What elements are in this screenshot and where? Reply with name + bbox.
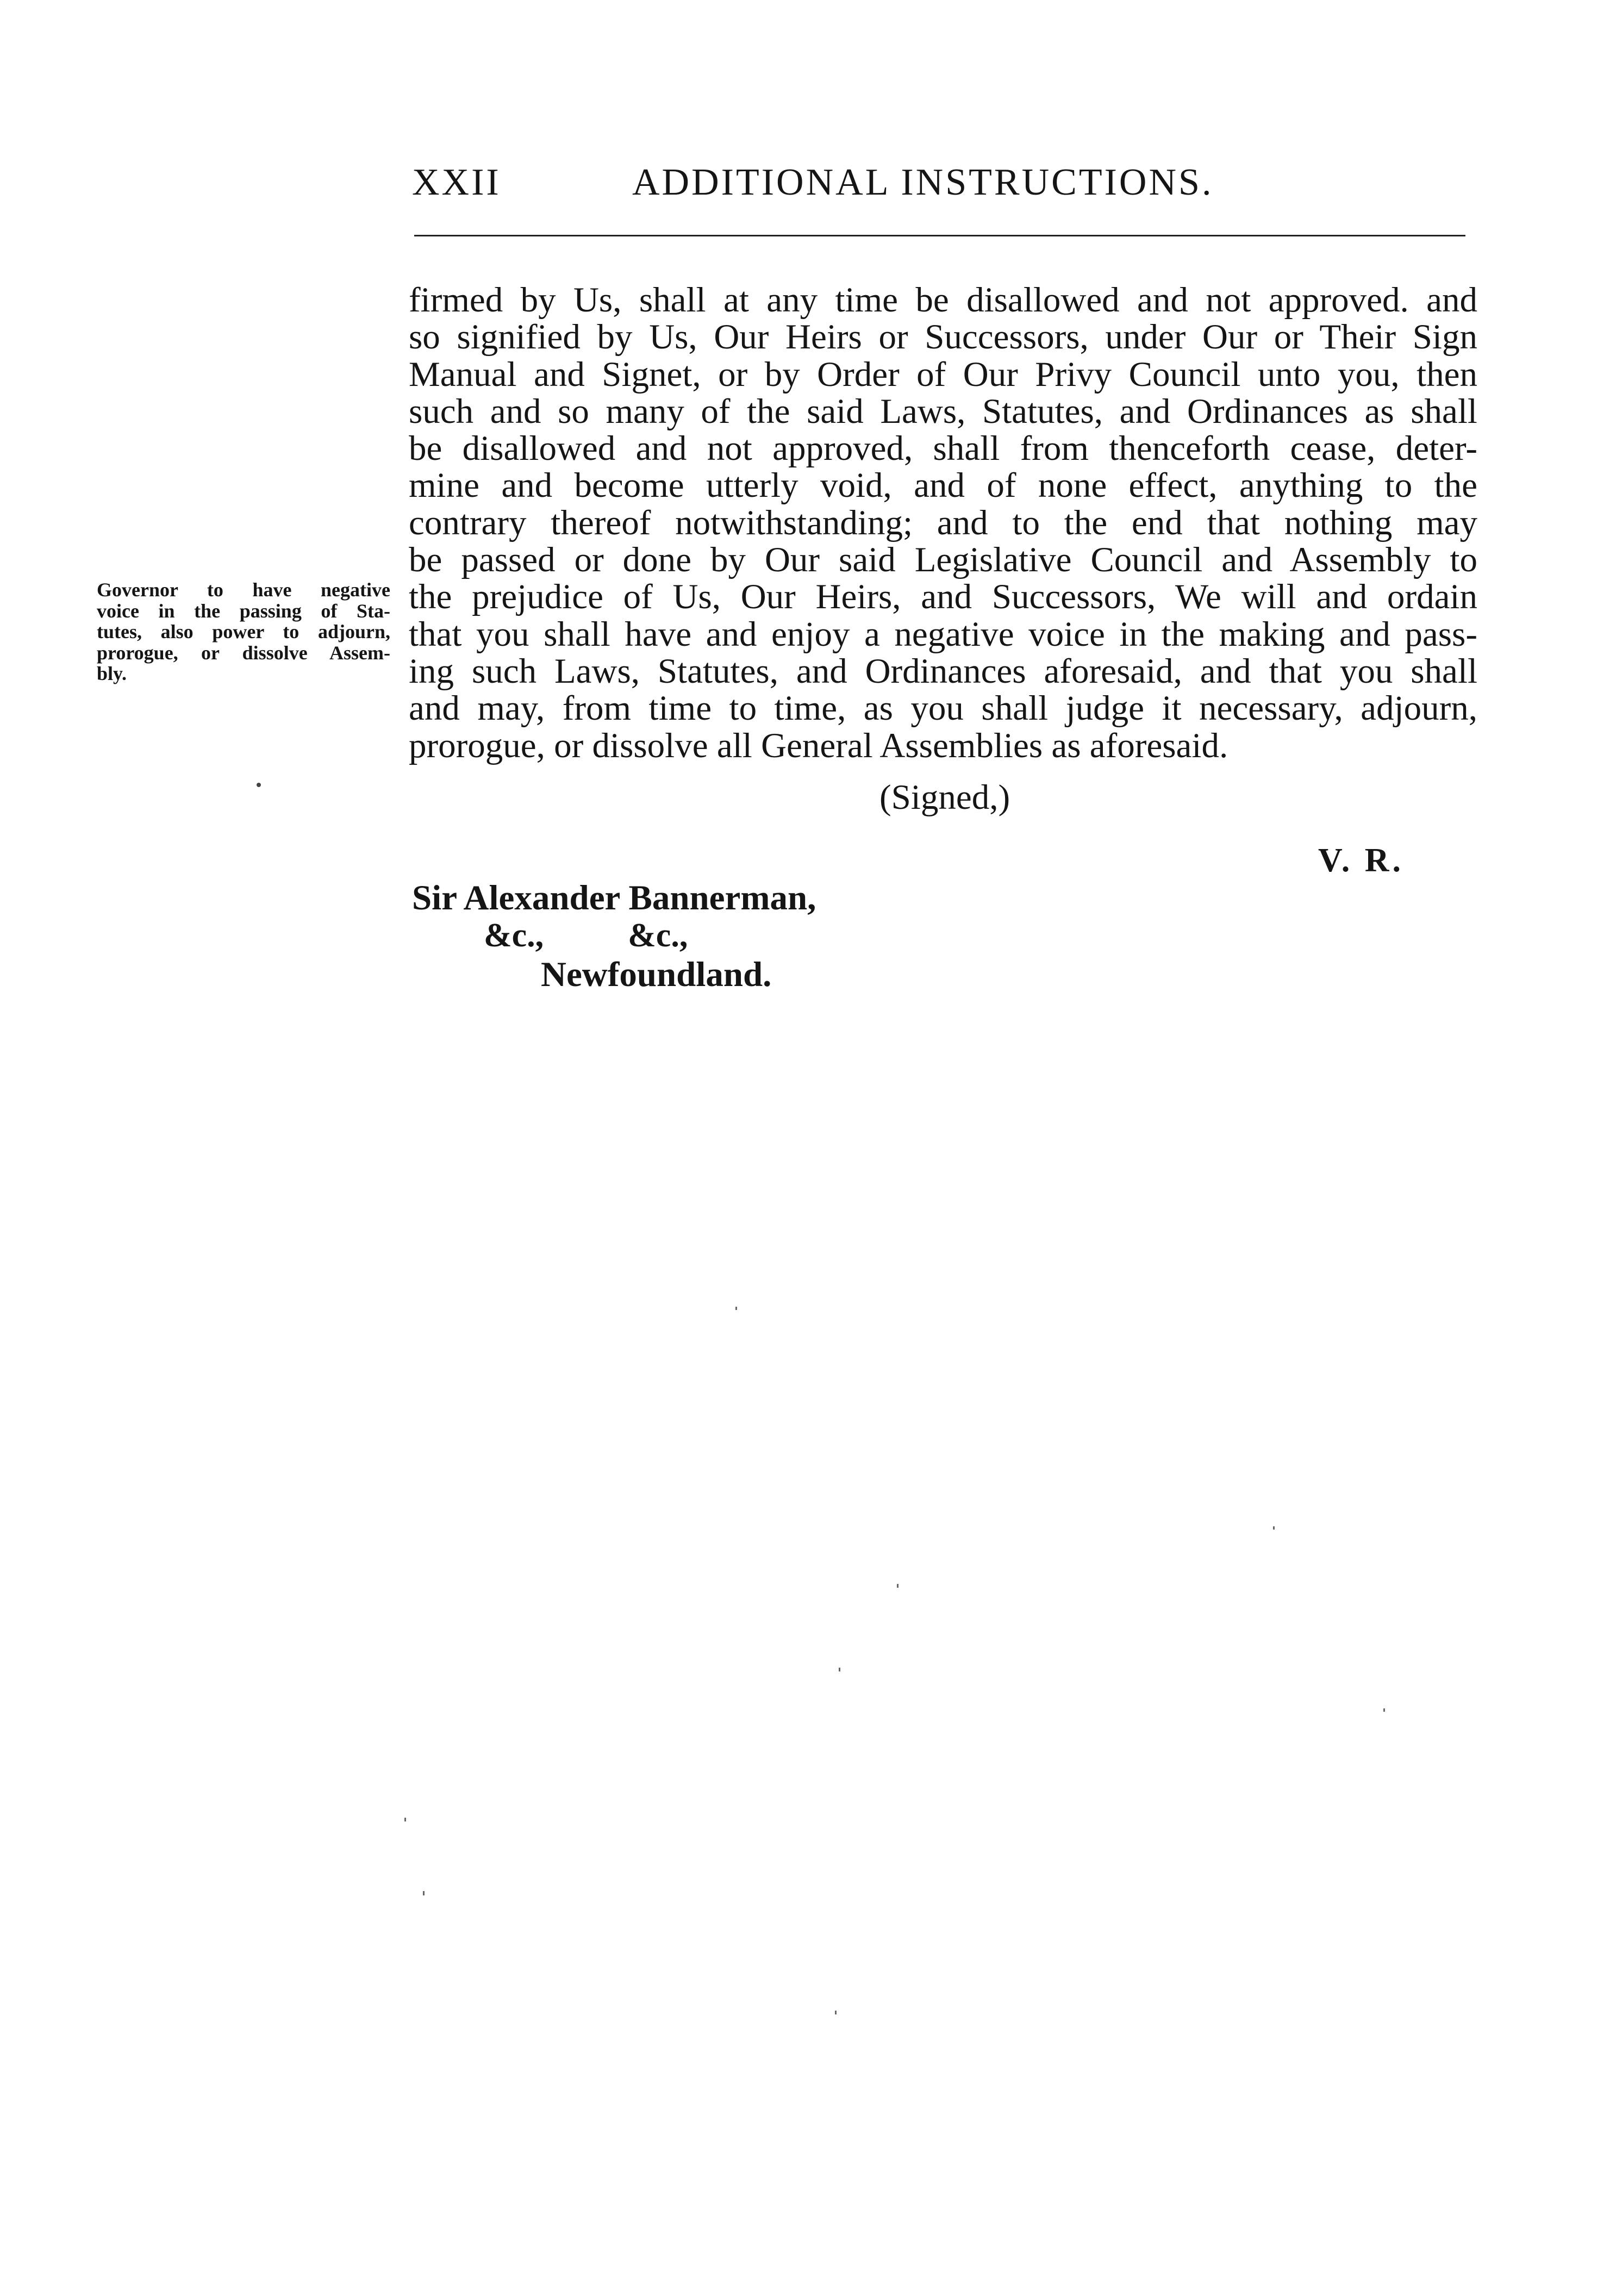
marginal-note-line: prorogue, or dissolve Assem- [97,641,390,664]
paper-speck [1383,1708,1385,1712]
body-line: be disallowed and not approved, shall from thenceforth cease, deter- [409,429,1477,469]
paper-speck [839,1668,840,1671]
marginal-note-line: tutes, also power to adjourn, [97,621,390,642]
body-line: Manual and Signet, or by Order of Our Privy Council unto you, then [409,354,1477,394]
paper-speck [1273,1526,1275,1530]
header-rule [414,235,1465,236]
body-line: be passed or done by Our said Legislative Council and Assembly to [409,540,1477,580]
body-line: so signified by Us, Our Heirs or Successors, under Our or Their Sign [409,317,1477,357]
signed-label: (Signed,) [879,778,1010,817]
body-line: that you shall have and enjoy a negative voice in the making and pass- [409,614,1477,654]
body-line: prorogue, or dissolve all General Assemblies as aforesaid. [409,726,1228,765]
body-line: contrary thereof notwithstanding; and to the end that nothing may [409,503,1477,542]
paper-speck [735,1307,737,1310]
body-paragraph [409,282,1477,764]
body-line: and may, from time to time, as you shall judge it necessary, adjourn, [409,689,1477,728]
marginal-note-line: bly. [97,663,127,684]
body-line: firmed by Us, shall at any time be disallowed and not approved. and [409,280,1477,320]
body-line: such and so many of the said Laws, Statutes, and Ordinances as shall [409,391,1477,431]
addressee-place: Newfoundland. [541,955,772,994]
paper-speck [423,1891,425,1895]
paper-speck [835,2011,837,2014]
running-head [412,161,1477,210]
body-line: mine and become utterly void, and of none effect, anything to the [409,466,1477,506]
body-line: the prejudice of Us, Our Heirs, and Successors, We will and ordain [409,577,1477,617]
body-line: ing such Laws, Statutes, and Ordinances aforesaid, and that you shall [409,651,1477,691]
paper-speck [897,1584,899,1588]
royal-initials: V. R. [1318,842,1405,879]
ink-speck [257,783,261,787]
addressee-titles: &c., &c., [484,917,688,954]
marginal-note-line: Governor to have negative [97,579,390,601]
paper-speck [404,1818,406,1821]
marginal-note [97,579,390,684]
marginal-note-line: voice in the passing of Sta- [97,600,390,622]
page-number: XXII [412,161,501,203]
running-title: ADDITIONAL INSTRUCTIONS. [632,161,1214,203]
addressee-name: Sir Alexander Bannerman, [412,878,816,918]
